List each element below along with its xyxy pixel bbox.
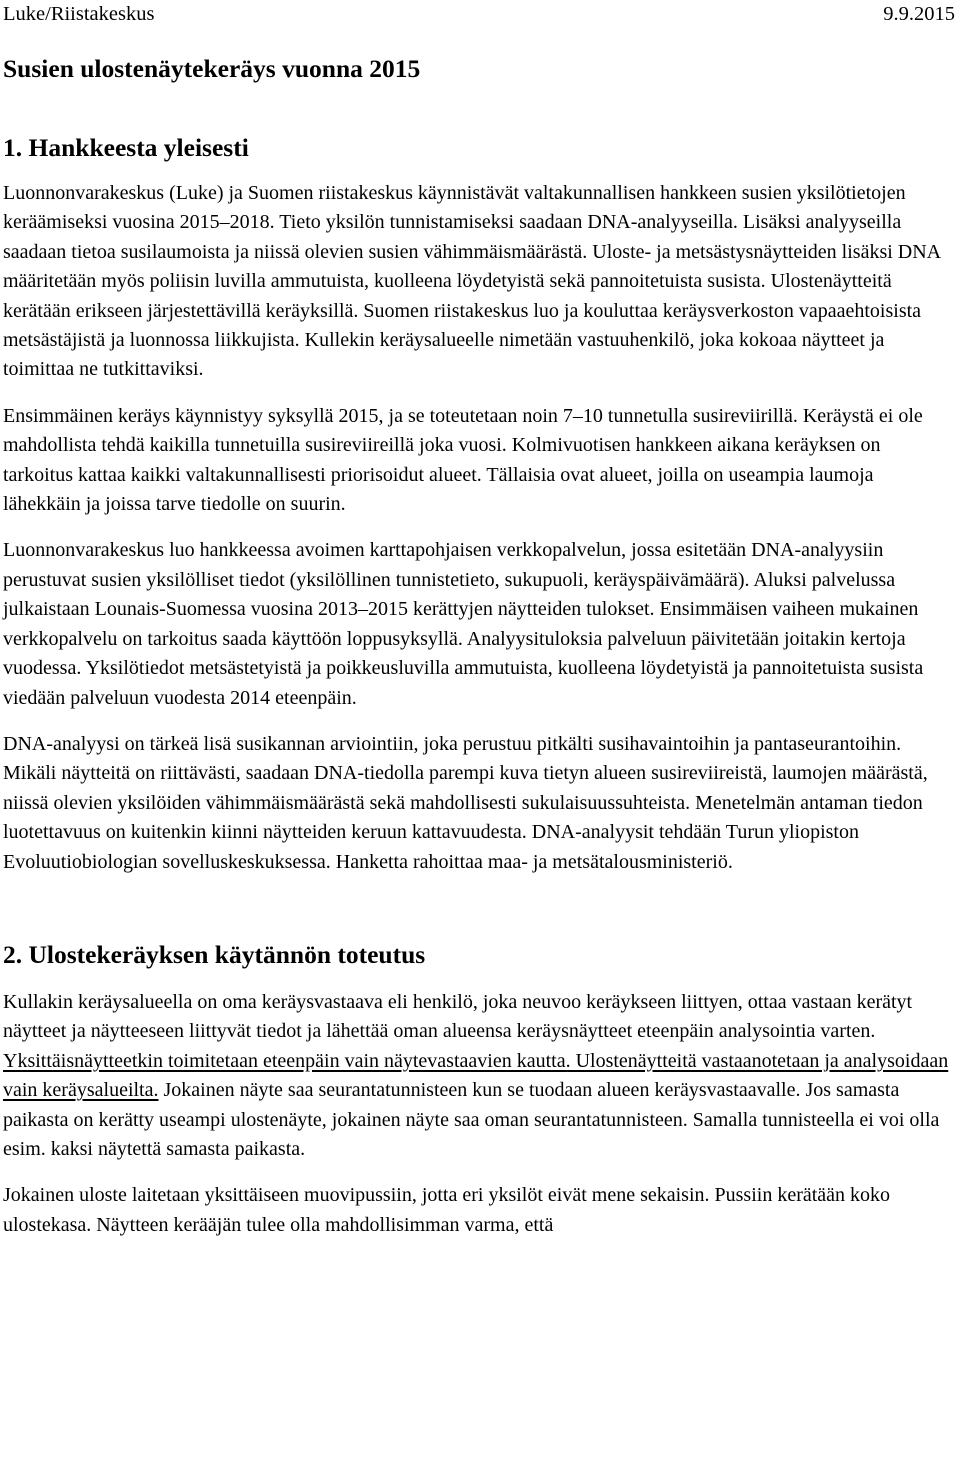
- section-2-paragraph-2: Jokainen uloste laitetaan yksittäiseen muovipussiin, jotta eri yksilöt eivät mene sekaisin. Pussiin kerätään koko ulostekasa. Näytteen kerääjän tulee olla mahdollisimman varma, että: [3, 1184, 891, 1236]
- header-organization: Luke/Riistakeskus: [3, 3, 155, 25]
- section-1-paragraph-3: Luonnonvarakeskus luo hankkeessa avoimen karttapohjaisen verkkopalvelun, jossa esitetään DNA-analyysiin perustuvat susien yksilölliset tiedot (yksilöllinen tunnistetieto, sukupuoli, keräyspäivämäärä). Aluksi palvelussa julkaistaan Lounais-Suomessa vuosina 2013–2015 kerättyjen näytteiden tulokset. Ensimmäisen vaiheen mukainen verkkopalvelu on tarkoitus saada käyttöön loppusyksyllä. Analyysituloksia palveluun päivitetään joitakin kertoja vuodessa. Yksilötiedot metsästetyistä ja poikkeusluvilla ammutuista, kuolleena löydetyistä ja pannoitetuista susista viedään palveluun vuodesta 2014 eteenpäin.: [3, 539, 924, 709]
- document-page: [3, 0, 955, 1240]
- section-2-paragraph-1: [3, 988, 955, 1164]
- document-title: Susien ulostenäytekeräys vuonna 2015: [3, 54, 421, 83]
- section-1-paragraph-4: DNA-analyysi on tärkeä lisä susikannan arviointiin, joka perustuu pitkälti susihavaintoihin ja pantaseurantoihin. Mikäli näytteitä on riittävästi, saadaan DNA-tiedolla parempi kuva tietyn alueen susireviireistä, laumojen määrästä, niissä olevien yksilöiden vähimmäismäärästä sekä mahdollisesti sukulaisuussuhteista. Menetelmän antaman tiedon luotettavuus on kuitenkin kiinni näytteiden keruun kattavuudesta. DNA-analyysit tehdään Turun yliopiston Evoluutiobiologian sovelluskeskuksessa. Hanketta rahoittaa maa- ja metsätalousministeriö.: [3, 732, 928, 873]
- paragraph-text: Jokainen näyte saa seurantatunnisteen kun se tuodaan alueen keräysvastaavalle. Jos samasta paikasta on kerätty useampi ulostenäyte, jokainen näyte saa oman seurantatunnisteen. Samalla tunnisteella ei voi olla esim. kaksi näytettä samasta paikasta.: [3, 1079, 940, 1160]
- paragraph-text: Kullakin keräysalueella on oma keräysvastaava eli henkilö, joka neuvoo keräykseen liittyen, ottaa vastaan kerätyt näytteet ja näytteeseen liittyvät tiedot ja lähettää oman alueensa keräysnäytteet eteenpäin analysointia varten.: [3, 990, 913, 1043]
- underlined-instruction: Yksittäisnäytteetkin toimitetaan eteenpäin vain näytevastaavien kautta. Ulostenäytteitä vastaanotetaan ja analysoidaan vain keräysalueilta.: [3, 1049, 949, 1102]
- section-1-heading: 1. Hankkeesta yleisesti: [3, 133, 249, 162]
- header-date: 9.9.2015: [883, 3, 955, 25]
- section-2-heading: 2. Ulostekeräyksen käytännön toteutus: [3, 939, 426, 969]
- section-1-paragraph-2: Ensimmäinen keräys käynnistyy syksyllä 2015, ja se toteutetaan noin 7–10 tunnetulla susireviirillä. Keräystä ei ole mahdollista tehdä kaikilla tunnetuilla susireviireillä joka vuosi. Kolmivuotisen hankkeen aikana keräyksen on tarkoitus kattaa kaikki valtakunnallisesti priorisoidut alueet. Tällaisia ovat alueet, joilla on useampia laumoja lähekkäin ja joissa tarve tiedolle on suurin.: [3, 404, 923, 516]
- section-1-paragraph-1: Luonnonvarakeskus (Luke) ja Suomen riistakeskus käynnistävät valtakunnallisen hankkeen susien yksilötietojen keräämiseksi vuosina 2015–2018. Tieto yksilön tunnistamiseksi saadaan DNA-analyyseilla. Lisäksi analyyseilla saadaan tietoa susilaumoista ja niissä olevien susien vähimmäismäärästä. Uloste- ja metsästysnäytteiden lisäksi DNA määritetään myös poliisin luvilla ammutuista, kuolleena löydetyistä sekä pannoitetuista susista. Ulostenäytteitä kerätään erikseen järjestettävillä keräyksillä. Suomen riistakeskus luo ja kouluttaa keräysverkoston vapaaehtoisista metsästäjistä ja luonnossa liikkujista. Kullekin keräysalueelle nimetään vastuuhenkilö, joka kokoaa näytteet ja toimittaa ne tutkittaviksi.: [3, 182, 941, 381]
- page-header: [3, 1, 955, 27]
